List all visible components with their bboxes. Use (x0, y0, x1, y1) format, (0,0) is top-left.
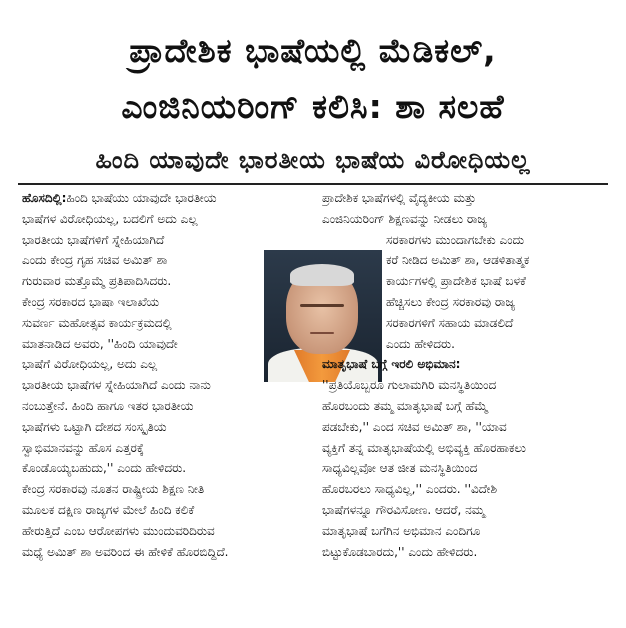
article-line: ಪಡಬೇಕು,'' ಎಂದ ಸಚಿವ ಅಮಿತ್ ಶಾ, ''ಯಾವ (322, 419, 507, 434)
divider-rule (18, 183, 608, 185)
article-line: ಸುವರ್ಣ ಮಹೋತ್ಸವ ಕಾರ್ಯಕ್ರಮದಲ್ಲಿ (22, 315, 172, 330)
article-column-right (322, 188, 612, 562)
article-line: ನಂಬುತ್ತೇನೆ. ಹಿಂದಿ ಹಾಗೂ ಇತರ ಭಾರತೀಯ (22, 398, 194, 413)
article-line: ಹೆಚ್ಚಿಸಲು ಕೇಂದ್ರ ಸರಕಾರವು ರಾಜ್ಯ (386, 294, 516, 309)
article-line: ಎಂದು ಕೇಂದ್ರ ಗೃಹ ಸಚಿವ ಅಮಿತ್ ಶಾ (22, 253, 168, 268)
article-line: ಭಾಷೆಗೆ ವಿರೋಧಿಯಲ್ಲ, ಅದು ಎಲ್ಲ (22, 357, 158, 372)
article-line: ಗುರುವಾರ ಮತ್ತೊಮ್ಮೆ ಪ್ರತಿಪಾದಿಸಿದರು. (22, 274, 172, 289)
article-line: ಹೇರುತ್ತಿದೆ ಎಂಬ ಆರೋಪಗಳು ಮುಂದುವರಿದಿರುವ (22, 523, 215, 538)
article-line: ಭಾಷೆಗಳು ಒಟ್ಟಾಗಿ ದೇಶದ ಸಂಸ್ಕೃತಿಯ (22, 419, 167, 434)
article-line: ಭಾರತೀಯ ಭಾಷೆಗಳ ಸ್ನೇಹಿಯಾಗಿದೆ ಎಂದು ನಾನು (22, 378, 211, 393)
article-line: ಮಧ್ಯೆ ಅಮಿತ್ ಶಾ ಅವರಿಂದ ಈ ಹೇಳಿಕೆ ಹೊರಬಿದ್ದಿದೆ. (22, 544, 229, 559)
article-line: ಪ್ರಾದೇಶಿಕ ಭಾಷೆಗಳಲ್ಲಿ ವೈದ್ಯಕೀಯ ಮತ್ತು (322, 191, 477, 205)
article-line: ಸರಕಾರಗಳು ಮುಂದಾಗಬೇಕು ಎಂದು (386, 232, 525, 247)
article-line: ವ್ಯಕ್ತಿಗೆ ತನ್ನ ಮಾತೃಭಾಷೆಯಲ್ಲಿ ಅಭಿವ್ಯಕ್ತಿ ಹೊರಹಾಕಲು (322, 440, 526, 455)
article-line: ''ಪ್ರತಿಯೊಬ್ಬರೂ ಗುಲಾಮಗಿರಿ ಮನಸ್ಥಿತಿಯಿಂದ (322, 378, 497, 393)
article-line: ಕೊಂಡೊಯ್ಯಬಹುದು,'' ಎಂದು ಹೇಳಿದರು. (22, 461, 187, 476)
article-line: ಎಂಜಿನಿಯರಿಂಗ್ ಶಿಕ್ಷಣವನ್ನು ನೀಡಲು ರಾಜ್ಯ (322, 211, 488, 226)
article-line: ಎಂದು ಹೇಳಿದರು. (386, 336, 455, 351)
headline-line-1: ಪ್ರಾದೇಶಿಕ ಭಾಷೆಯಲ್ಲಿ ಮೆಡಿಕಲ್, (129, 31, 497, 70)
article-line: ಹೊರಬರಲು ಸಾಧ್ಯವಿಲ್ಲ,'' ಎಂದರು. ''ವಿದೇಶಿ (322, 482, 498, 497)
article-line: ಕೇಂದ್ರ ಸರಕಾರದ ಭಾಷಾ ಇಲಾಖೆಯ (22, 294, 160, 309)
dateline: ಹೊಸದಿಲ್ಲಿ: (22, 191, 67, 205)
article-line: ಸ್ವಾಭಿಮಾನವನ್ನು ಹೊಸ ಎತ್ತರಕ್ಕೆ (22, 440, 144, 455)
article-line: ಹೊಸದಿಲ್ಲಿ:ಹಿಂದಿ ಭಾಷೆಯು ಯಾವುದೇ ಭಾರತೀಯ (22, 191, 217, 205)
article-line: ಭಾಷೆಗಳನ್ನೂ ಗೌರವಿಸೋಣ. ಆದರೆ, ನಮ್ಮ (322, 502, 485, 517)
article-line: ಕೇಂದ್ರ ಸರಕಾರವು ನೂತನ ರಾಷ್ಟ್ರೀಯ ಶಿಕ್ಷಣ ನೀತಿ (22, 482, 205, 497)
article-line: ಮೂಲಕ ದಕ್ಷಿಣ ರಾಜ್ಯಗಳ ಮೇಲೆ ಹಿಂದಿ ಕಲಿಕೆ (22, 502, 195, 517)
article-line: ಸಾಧ್ಯವಿಲ್ಲವೋ ಆತ ಜೀತ ಮನಸ್ಥಿತಿಯಿಂದ (322, 461, 478, 476)
article-line: ಭಾಷೆಗಳ ವಿರೋಧಿಯಲ್ಲ, ಬದಲಿಗೆ ಅದು ಎಲ್ಲ (22, 211, 198, 226)
article-line: ಮಾತನಾಡಿದ ಅವರು, ''ಹಿಂದಿ ಯಾವುದೇ (22, 336, 178, 351)
article-line: ಮಾತೃಭಾಷೆ ಬಗೆಗಿನ ಅಭಿಮಾನ ಎಂದಿಗೂ (322, 523, 481, 538)
article-line: ಕಾರ್ಯಗಳಲ್ಲಿ ಪ್ರಾದೇಶಿಕ ಭಾಷೆ ಬಳಕೆ (386, 274, 526, 289)
article-line: ಕರೆ ನೀಡಿದ ಅಮಿತ್ ಶಾ, ಆಡಳಿತಾತ್ಮಕ (386, 253, 530, 268)
article-line: ಸರಕಾರಗಳಿಗೆ ಸಹಾಯ ಮಾಡಲಿದೆ (386, 315, 514, 330)
article-line: ಹೊರಬಂದು ತಮ್ಮ ಮಾತೃಭಾಷೆ ಬಗ್ಗೆ ಹೆಮ್ಮೆ (322, 398, 488, 413)
article-line: ಭಾರತೀಯ ಭಾಷೆಗಳಿಗೆ ಸ್ನೇಹಿಯಾಗಿದೆ (22, 232, 165, 247)
section-subhead: ಮಾತೃಭಾಷೆ ಬಗ್ಗೆ ಇರಲಿ ಅಭಿಮಾನ: (322, 357, 461, 372)
headline-line-2: ಎಂಜಿನಿಯರಿಂಗ್ ಕಲಿಸಿ: ಶಾ ಸಲಹೆ (121, 87, 505, 126)
sub-headline: ಹಿಂದಿ ಯಾವುದೇ ಭಾರತೀಯ ಭಾಷೆಯ ವಿರೋಧಿಯಲ್ಲ (95, 146, 531, 174)
article-line: ಬಿಟ್ಟುಕೊಡಬಾರದು,'' ಎಂದು ಹೇಳಿದರು. (322, 544, 478, 559)
